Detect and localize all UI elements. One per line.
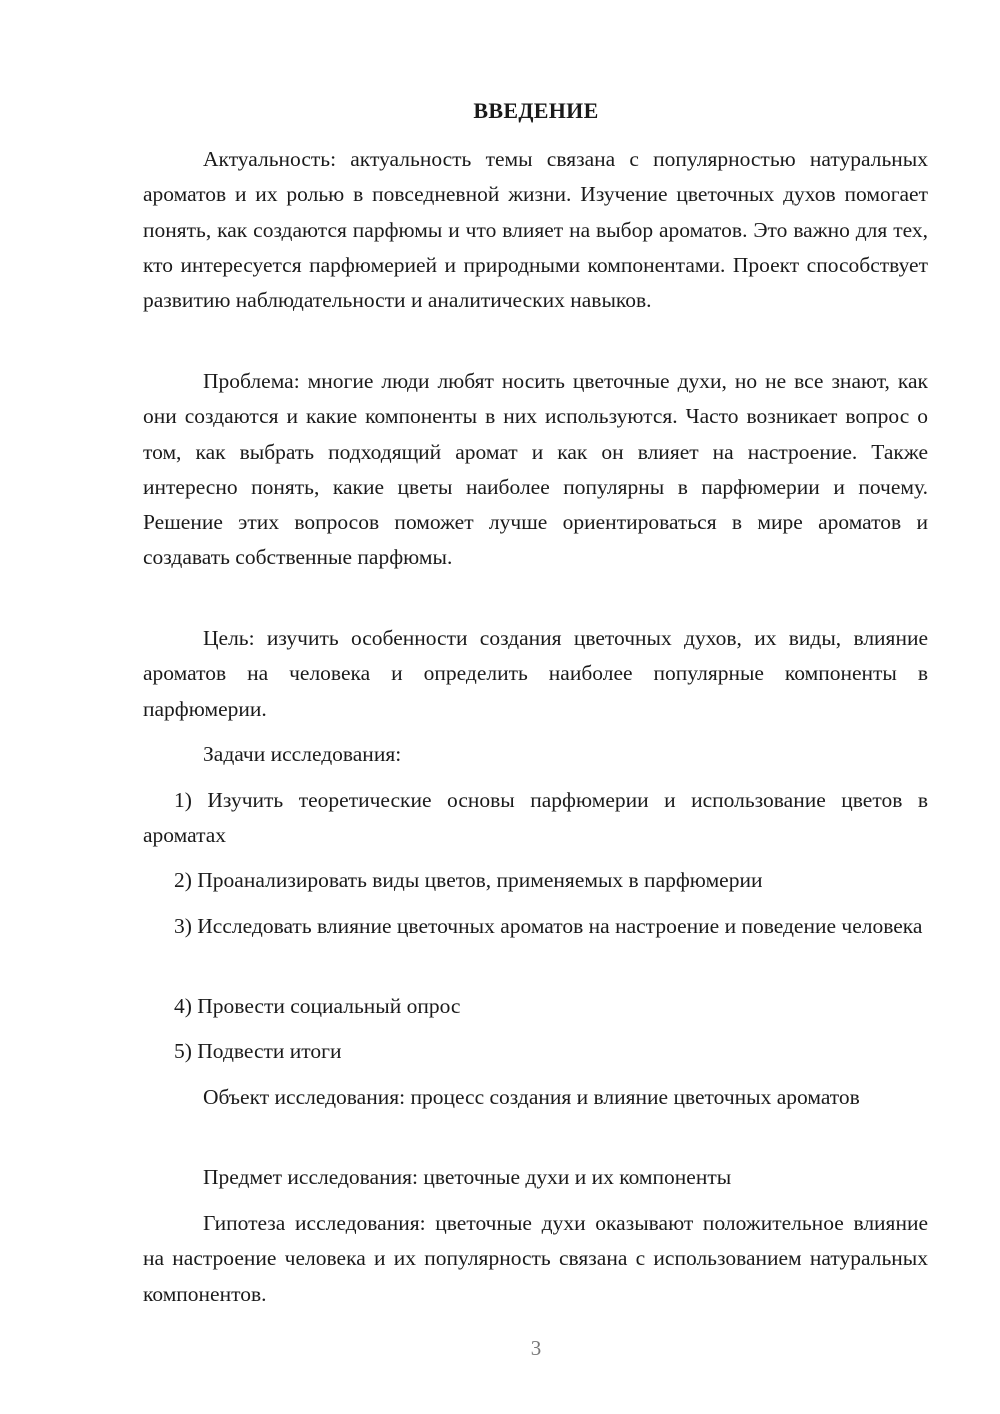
task-item-4: 4) Провести социальный опрос: [174, 994, 461, 1018]
paragraph-problem: Проблема: многие люди любят носить цветочные духи, но не все знают, как они создаются и какие компоненты в них используются. Часто возникает вопрос о том, как выбрать подходящий аромат и как он влияет на настроение. Также интересно понять, какие цветы наиболее популярны в парфюмерии и почему. Решение этих вопросов поможет лучше ориентироваться в мире ароматов и создавать собственные парфюмы.: [143, 369, 928, 570]
page-title: ВВЕДЕНИЕ: [473, 98, 599, 123]
paragraph-subject: Предмет исследования: цветочные духи и их компоненты: [203, 1165, 732, 1189]
task-item-2: 2) Проанализировать виды цветов, применяемых в парфюмерии: [174, 868, 763, 892]
page-number: 3: [530, 1336, 542, 1360]
tasks-heading: Задачи исследования:: [203, 742, 402, 766]
task-item-1: 1) Изучить теоретические основы парфюмерии и использование цветов в ароматах: [143, 788, 928, 848]
paragraph-goal: Цель: изучить особенности создания цветочных духов, их виды, влияние ароматов на человека и определить наиболее популярные компоненты в парфюмерии.: [143, 626, 928, 721]
task-item-5: 5) Подвести итоги: [174, 1039, 342, 1063]
paragraph-hypothesis: Гипотеза исследования: цветочные духи оказывают положительное влияние на настроение человека и их популярность связана с использованием натуральных компонентов.: [143, 1211, 928, 1306]
paragraph-relevance: Актуальность: актуальность темы связана с популярностью натуральных ароматов и их ролью в повседневной жизни. Изучение цветочных духов помогает понять, как создаются парфюмы и что влияет на выбор ароматов. Это важно для тех, кто интересуется парфюмерией и природными компонентами. Проект способствует развитию наблюдательности и аналитических навыков.: [143, 147, 928, 313]
task-item-3: 3) Исследовать влияние цветочных ароматов на настроение и поведение человека: [174, 914, 923, 938]
paragraph-object: Объект исследования: процесс создания и влияние цветочных ароматов: [203, 1085, 860, 1109]
